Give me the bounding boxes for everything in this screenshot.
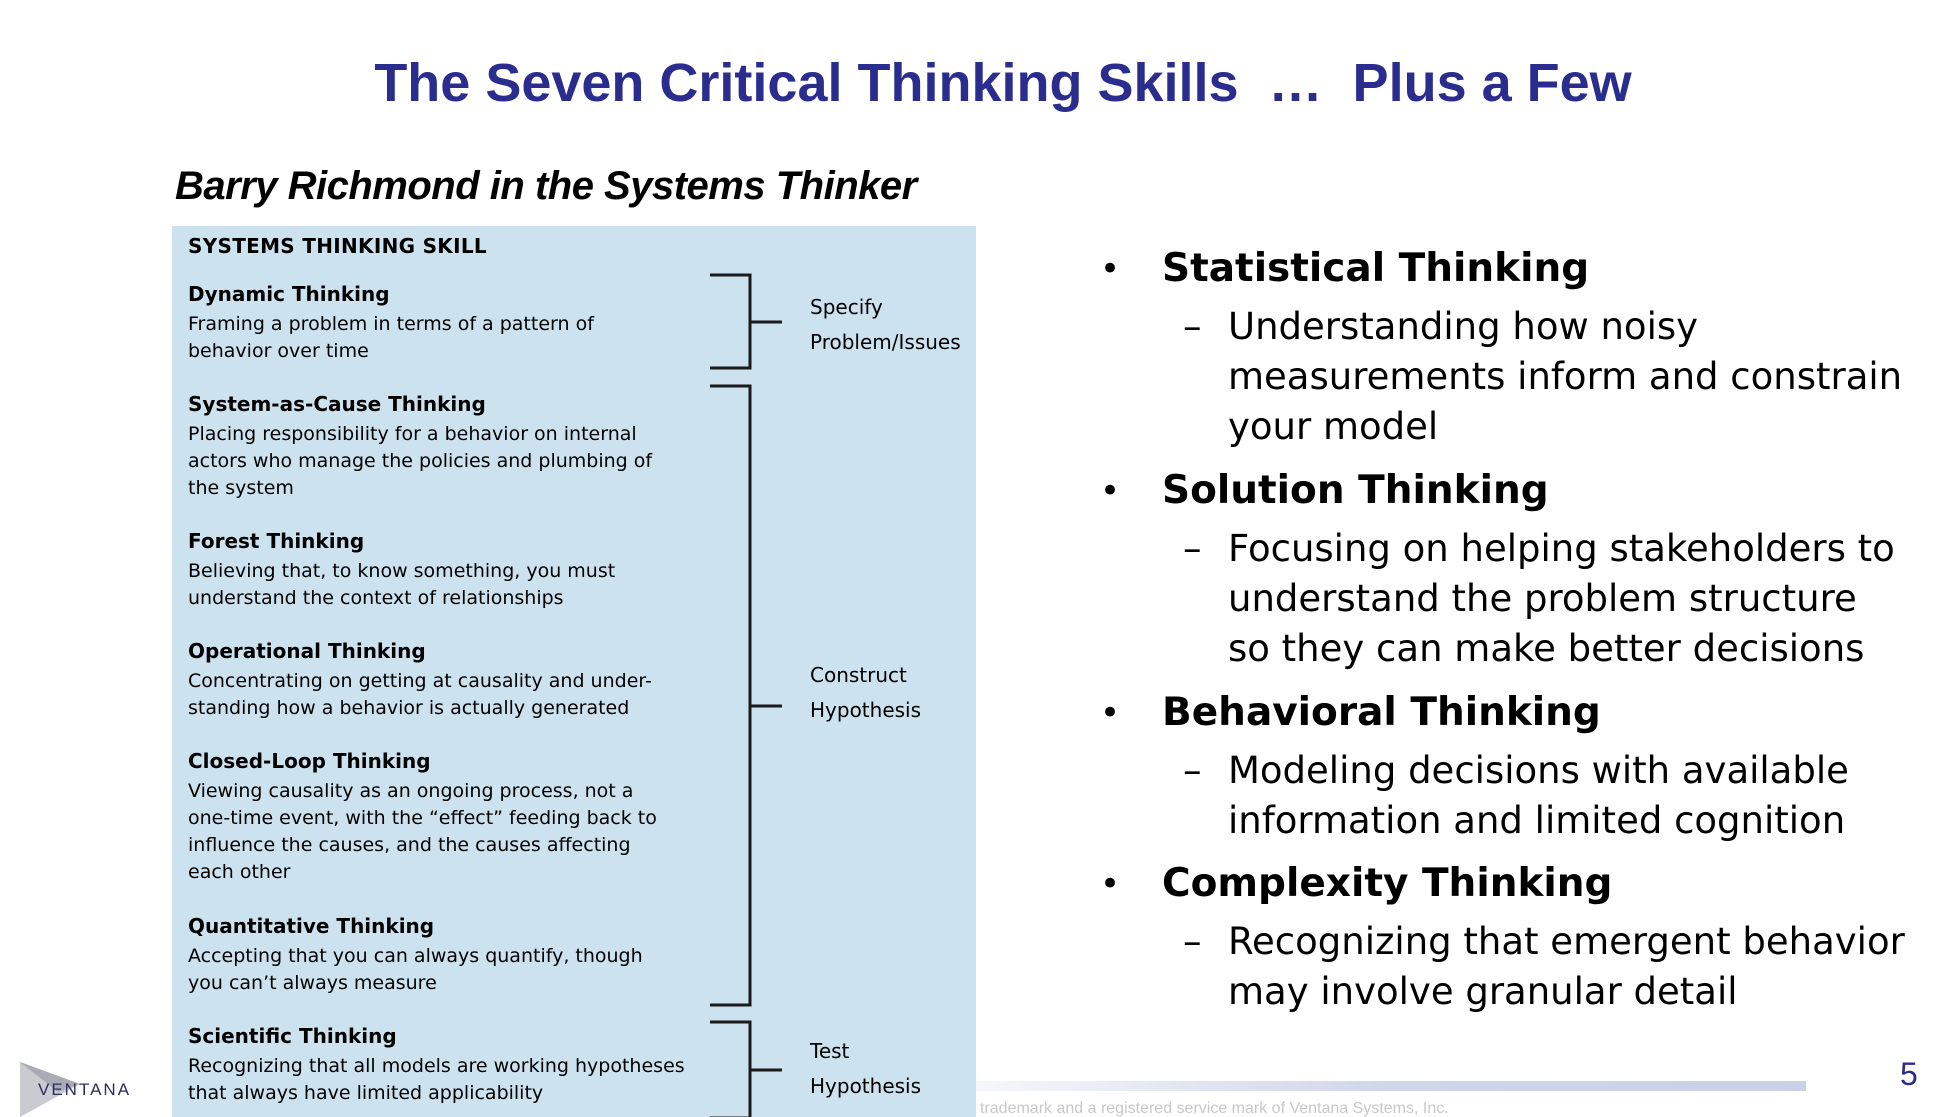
bullet-subtext: Understanding how noisy measurements inform and constrain your model [1228, 305, 1903, 448]
bullet-subtext: Modeling decisions with available information and limited cognition [1228, 749, 1849, 842]
dash-icon: – [1183, 749, 1202, 792]
bracket-test [710, 1022, 782, 1117]
skill-name: Operational Thinking [188, 639, 426, 663]
skill-description: Accepting that you can always quantify, though you can’t always measure [188, 945, 643, 994]
bullet-subtext: Recognizing that emergent behavior may involve granular detail [1228, 920, 1905, 1013]
group-label-construct [810, 658, 921, 728]
bracket-specify [710, 275, 782, 368]
skill-description: Concentrating on getting at causality and under-standing how a behavior is actually generated [188, 670, 652, 719]
slide-subtitle: Barry Richmond in the Systems Thinker [175, 164, 917, 208]
group-label-line: Problem/Issues [810, 330, 961, 354]
group-label-test [810, 1034, 921, 1104]
group-label-line: Construct [810, 663, 907, 687]
logo-wordmark: VENTANA [38, 1080, 132, 1099]
skill-description: Believing that, to know something, you must understand the context of relationships [188, 560, 616, 609]
slide-title: The Seven Critical Thinking Skills … Plus a Few [374, 53, 1632, 113]
skill-name: Dynamic Thinking [188, 282, 390, 306]
group-label-specify [810, 290, 961, 360]
skill-description: Recognizing that all models are working hypotheses that always have limited applicability [188, 1055, 685, 1104]
bullet-icon: • [1100, 249, 1121, 289]
dash-icon: – [1183, 527, 1202, 570]
skill-name: Closed-Loop Thinking [188, 749, 431, 773]
group-label-line: Hypothesis [810, 698, 922, 722]
bullet-heading: Solution Thinking [1162, 468, 1549, 513]
footer-trademark: trademark and a registered service mark of Ventana Systems, Inc. [980, 1100, 1449, 1117]
skill-name: Forest Thinking [188, 529, 365, 553]
skills-table-image [172, 226, 976, 1117]
skill-description: Framing a problem in terms of a pattern of behavior over time [188, 313, 594, 362]
bullet-icon: • [1100, 471, 1121, 511]
group-label-line: Test [810, 1039, 850, 1063]
skill-description: Viewing causality as an ongoing process, not a one-time event, with the “effect” feeding back to influence the causes, and the causes affecting each other [188, 780, 657, 883]
dash-icon: – [1183, 305, 1202, 348]
bullet-heading: Behavioral Thinking [1162, 690, 1601, 735]
table-header: SYSTEMS THINKING SKILL [188, 234, 487, 258]
bullet-subtext: Focusing on helping stakeholders to understand the problem structure so they can make better decisions [1228, 527, 1895, 670]
group-label-line: Specify [810, 295, 883, 319]
bullet-heading: Statistical Thinking [1162, 246, 1590, 291]
bullet-heading: Complexity Thinking [1162, 861, 1613, 906]
bracket-construct [710, 386, 782, 1005]
footer-rule [976, 1081, 1806, 1091]
skill-name: Scientific Thinking [188, 1024, 397, 1048]
bullet-icon: • [1100, 693, 1121, 733]
skill-name: Quantitative Thinking [188, 914, 435, 938]
page-number: 5 [1900, 1056, 1918, 1092]
skill-description: Placing responsibility for a behavior on internal actors who manage the policies and plumbing of the system [188, 423, 653, 499]
dash-icon: – [1183, 920, 1202, 963]
skill-name: System-as-Cause Thinking [188, 392, 486, 416]
group-label-line: Hypothesis [810, 1074, 922, 1098]
bullet-icon: • [1100, 864, 1121, 904]
